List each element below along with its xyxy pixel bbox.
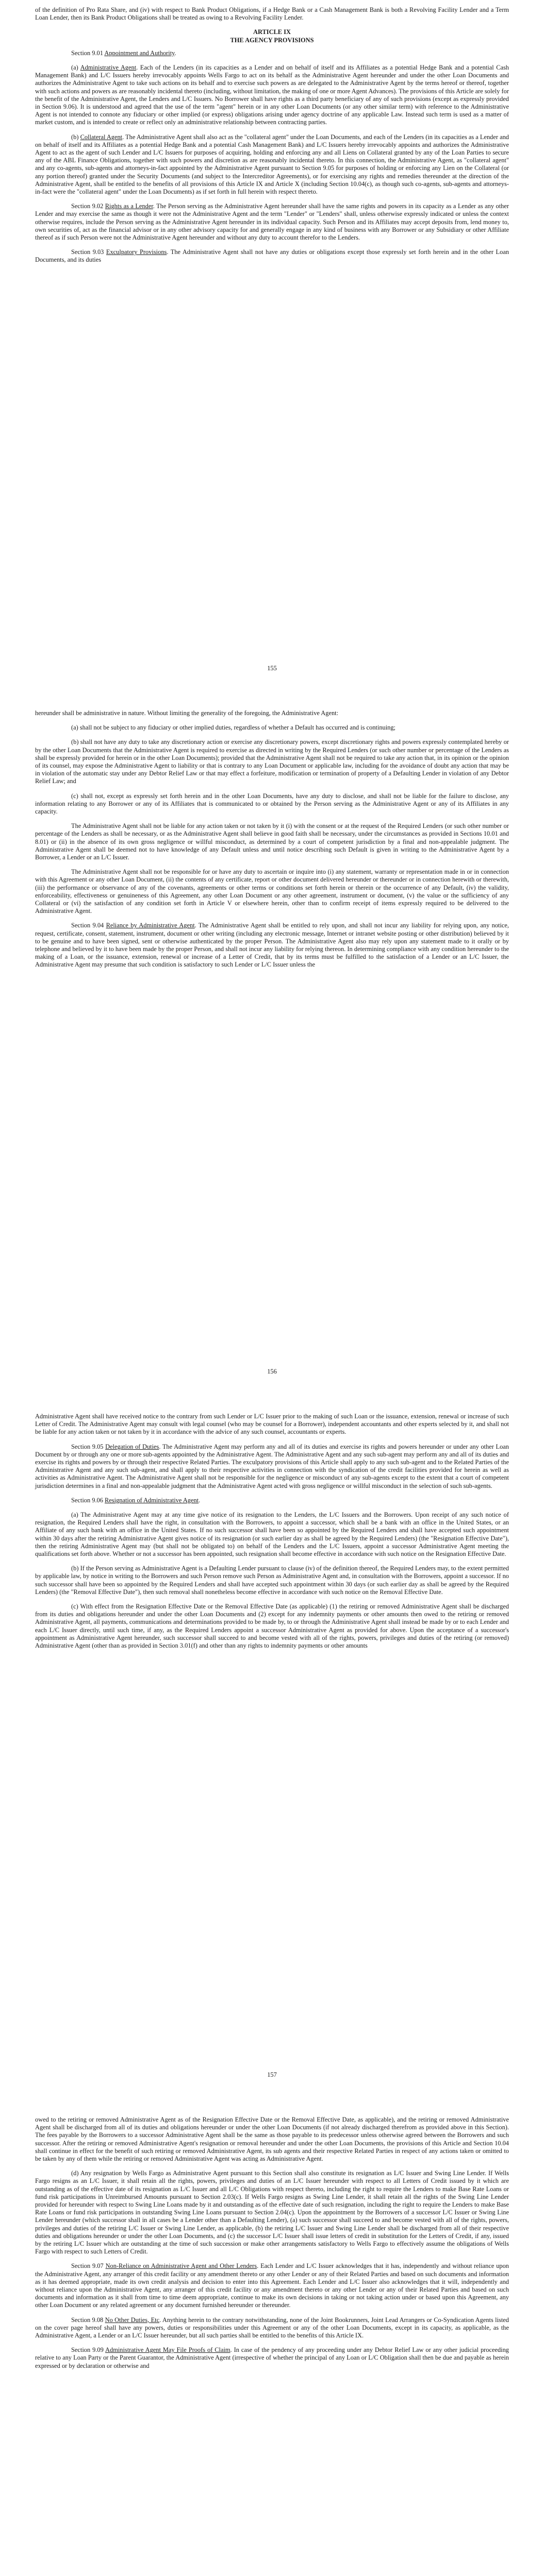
para: (c) shall not, except as expressly set forth herein and in the other Loan Documents, have any duty to disclose, and shall not be liable for the failure to disclose, any information relating to any Borrower or any of its Affiliates that is communicated to or obtained by the Person serving as the Administrative Agent or any of its Affiliates in any capacity.: [35, 792, 509, 816]
para: The Administrative Agent shall not be liable for any action taken or not taken by it (i) with the consent or at the request of the Required Lenders (or such other number or percentage of the Lenders as shall be necessary, or as the Administrative Agent shall believe in good faith shall be necessary, under the circumstances as provided in Sections 10.01 and 8.01) or (ii) in the absence of its own gross negligence or willful misconduct, as determined by a court of competent jurisdiction by a final and non-appealable judgment. The Administrative Agent shall be deemed not to have knowledge of any Default unless and until notice describing such Default is given in writing to the Administrative Agent by a Borrower, a Lender or an L/C Issuer.: [35, 822, 509, 861]
para: Section 9.08 No Other Duties, Etc. Anything herein to the contrary notwithstanding, none of the Joint Bookrunners, Joint Lead Arrangers or Co-Syndication Agents listed on the cover page hereof shall have any powers, duties or responsibilities under this Agreement or any of the other Loan Documents, except in its capacity, as applicable, as the Administrative Agent, a Lender or an L/C Issuer hereunder, but all such parties shall be entitled to the benefits of this Article IX.: [35, 2316, 509, 2340]
para: Section 9.09 Administrative Agent May File Proofs of Claim. In case of the pendency of any proceeding under any Debtor Relief Law or any other judicial proceeding relative to any Loan Party or the Parent Guarantor, the Administrative Agent (irrespective of whether the principal of any Loan or L/C Obligation shall then be due and payable as herein expressed or by declaration or otherwise and: [35, 2346, 509, 2369]
section-heading: Section 9.01 Appointment and Authority.: [71, 49, 176, 57]
page-155: [0, 0, 544, 703]
para: (d) Any resignation by Wells Fargo as Administrative Agent pursuant to this Section shall also constitute its resignation as L/C Issuer and Swing Line Lender. If Wells Fargo resigns as an L/C Issuer, it shall retain all the rights, powers, privileges and duties of an L/C Issuer hereunder with respect to all Letters of Credit issued by it which are outstanding as of the effective date of its resignation as L/C Issuer and all L/C Obligations with respect thereto, including the right to require the Lenders to make Base Rate Loans or fund risk participations in Unreimbursed Amounts pursuant to Section 2.03(c). If Wells Fargo resigns as Swing Line Lender, it shall retain all the rights of the Swing Line Lender provided for hereunder with respect to Swing Line Loans made by it and outstanding as of the effective date of such resignation, including the right to require the Lenders to make Base Rate Loans or fund risk participations in outstanding Swing Line Loans pursuant to Section 2.04(c). Upon the appointment by the Borrowers of a successor L/C Issuer or Swing Line Lender hereunder (which successor shall in all cases be a Lender other than a Defaulting Lender), (a) such successor shall succeed to and become vested with all of the rights, powers, privileges and duties of the retiring L/C Issuer or Swing Line Lender, as applicable, (b) the retiring L/C Issuer and Swing Line Lender shall be discharged from all of their respective duties and obligations hereunder or under the other Loan Documents, and (c) the successor L/C Issuer shall issue letters of credit in substitution for the Letters of Credit, if any, issued by the retiring L/C Issuer which are outstanding at the time of such succession or make other arrangements satisfactory to Wells Fargo to effectively assume the obligations of Wells Fargo with respect to such Letters of Credit.: [35, 2170, 509, 2256]
page-156: [0, 703, 544, 1406]
para: hereunder shall be administrative in nature. Without limiting the generality of the foregoing, the Administrative Agent:: [35, 709, 339, 717]
para: Section 9.05 Delegation of Duties. The Administrative Agent may perform any and all of its duties and exercise its rights and powers hereunder or under any other Loan Document by or through any one or more sub-agents appointed by the Administrative Agent. The Administrative Agent and any such sub-agent may perform any and all of its duties and exercise its rights and powers by or through their respective Related Parties. The exculpatory provisions of this Article shall apply to any such sub-agent and to the Related Parties of the Administrative Agent and any such sub-agent, and shall apply to their respective activities in connection with the syndication of the credit facilities provided for herein as well as activities as Administrative Agent. The Administrative Agent shall not be responsible for the negligence or misconduct of any sub-agents except to the extent that a court of competent jurisdiction determines in a final and non-appealable judgment that the Administrative Agent acted with gross negligence or willful misconduct in the selection of such sub-agents.: [35, 1443, 509, 1489]
para: (a) Administrative Agent. Each of the Lenders (in its capacities as a Lender and on behalf of itself and its Affiliates as a potential Hedge Bank and a potential Cash Management Bank) and L/C Issuers hereby irrevocably appoints Wells Fargo to act on its behalf as the Administrative Agent hereunder and under the other Loan Documents and authorizes the Administrative Agent to take such actions on its behalf and to exercise such powers as are delegated to the Administrative Agent by the terms hereof or thereof, together with such actions and powers as are reasonably incidental thereto (including, without limitation, the making of one or more Agent Advances). The provisions of this Article are solely for the benefit of the Administrative Agent, the Lenders and L/C Issuers. No Borrower shall have rights as a third party beneficiary of any of such provisions (except as expressly provided in Section 9.06). It is understood and agreed that the use of the term "agent" herein or in any other Loan Documents (or any other similar term) with reference to the Administrative Agent is not intended to connote any fiduciary or other implied (or express) obligations arising under agency doctrine of any applicable Law. Instead such term is used as a matter of market custom, and is intended to create or reflect only an administrative relationship between contracting parties.: [35, 64, 509, 126]
page-number: 157: [267, 2071, 277, 2078]
page-157-body: [35, 1413, 509, 1656]
para: (c) With effect from the Resignation Effective Date or the Removal Effective Date (as applicable) (1) the retiring or removed Administrative Agent shall be discharged from its duties and obligations hereunder and under the other Loan Documents and (2) except for any indemnity payments or other amounts then owed to the retiring or removed Administrative Agent, all payments, communications and determinations provided to be made by, to or through the Administrative Agent shall instead be made by or to each Lender and each L/C Issuer directly, until such time, if any, as the Required Lenders appoint a successor Administrative Agent as provided for above. Upon the acceptance of a successor's appointment as Administrative Agent hereunder, such successor shall succeed to and become vested with all of the rights, powers, privileges and duties of the retiring (or removed) Administrative Agent (other than as provided in Section 3.01(f) and other than any rights to indemnity payments or other amounts: [35, 1603, 509, 1650]
para: of the definition of Pro Rata Share, and (iv) with respect to Bank Product Obligations, if a Hedge Bank or a Cash Management Bank is both a Revolving Facility Lender and a Term Loan Lender, then its Bank Product Obligations shall be treated as owing to a Revolving Facility Lender.: [35, 6, 509, 22]
page-156-body: [35, 709, 509, 976]
page-155-body: [35, 6, 509, 271]
page-158-body: [35, 2116, 509, 2377]
para: (b) Collateral Agent. The Administrative Agent shall also act as the "collateral agent" under the Loan Documents, and each of the Lenders (in its capacities as a Lender and on behalf of itself and its Affiliates as a potential Hedge Bank and a potential Cash Management Bank) and L/C Issuers hereby irrevocably appoints and authorizes the Administrative Agent to act as the agent of such Lender and L/C Issuers for purposes of acquiring, holding and enforcing any and all Liens on Collateral granted by any of the Loan Parties to secure any of the ABL Finance Obligations, together with such powers and discretion as are reasonably incidental thereto. In this connection, the Administrative Agent, as "collateral agent" and any co-agents, sub-agents and attorneys-in-fact appointed by the Administrative Agent pursuant to Section 9.05 for purposes of holding or enforcing any Lien on the Collateral (or any portion thereof) granted under the Security Documents (and subject to the Intercreditor Agreements), or for exercising any rights and remedies thereunder at the direction of the Administrative Agent, shall be entitled to the benefits of all provisions of this Article IX and Article X (including Section 10.04(c), as though such co-agents, sub-agents and attorneys-in-fact were the "collateral agent" under the Loan Documents) as if set forth in full herein with respect thereto.: [35, 133, 509, 196]
article-subheading: THE AGENCY PROVISIONS: [230, 36, 314, 44]
para: owed to the retiring or removed Administrative Agent as of the Resignation Effective Date or the Removal Effective Date, as applicable), and the retiring or removed Administrative Agent shall be discharged from all of its duties and obligations hereunder or under the other Loan Documents (if not already discharged therefrom as provided above in this Section). The fees payable by the Borrowers to a successor Administrative Agent shall be the same as those payable to its predecessor unless otherwise agreed between the Borrowers and such successor. After the retiring or removed Administrative Agent's resignation or removal hereunder and under the other Loan Documents, the provisions of this Article and Section 10.04 shall continue in effect for the benefit of such retiring or removed Administrative Agent, its sub agents and their respective Related Parties in respect of any actions taken or omitted to be taken by any of them while the retiring or removed Administrative Agent was acting as Administrative Agent.: [35, 2116, 509, 2163]
para: Administrative Agent shall have received notice to the contrary from such Lender or L/C Issuer prior to the making of such Loan or the issuance, extension, renewal or increase of such Letter of Credit. The Administrative Agent may consult with legal counsel (who may be counsel for a Borrower), independent accountants and other experts selected by it, and shall not be liable for any action taken or not taken by it in accordance with the advice of any such counsel, accountants or experts.: [35, 1413, 509, 1436]
para: Section 9.04 Reliance by Administrative Agent. The Administrative Agent shall be entitled to rely upon, and shall not incur any liability for relying upon, any notice, request, certificate, consent, statement, instrument, document or other writing (including any electronic message, Internet or intranet website posting or other distribution) believed by it to be genuine and to have been signed, sent or otherwise authenticated by the proper Person. The Administrative Agent also may rely upon any statement made to it orally or by telephone and believed by it to have been made by the proper Person, and shall not incur any liability for relying thereon. In determining compliance with any condition hereunder to the making of a Loan, or the issuance, extension, renewal or increase of a Letter of Credit, that by its terms must be fulfilled to the satisfaction of a Lender or an L/C Issuer, the Administrative Agent may presume that such condition is satisfactory to such Lender or L/C Issuer unless the: [35, 922, 509, 969]
para: Section 9.02 Rights as a Lender. The Person serving as the Administrative Agent hereunder shall have the same rights and powers in its capacity as a Lender as any other Lender and may exercise the same as though it were not the Administrative Agent and the term "Lender" or "Lenders" shall, unless otherwise expressly indicated or unless the context otherwise requires, include the Person serving as the Administrative Agent hereunder in its individual capacity. Such Person and its Affiliates may accept deposits from, lend money to, own securities of, act as the financial advisor or in any other advisory capacity for and generally engage in any kind of business with any Borrower or any Subsidiary or other Affiliate thereof as if such Person were not the Administrative Agent hereunder and without any duty to account therefor to the Lenders.: [35, 202, 509, 242]
page-157: [0, 1406, 544, 2110]
para: (b) shall not have any duty to take any discretionary action or exercise any discretionary powers, except discretionary rights and powers expressly contemplated hereby or by the other Loan Documents that the Administrative Agent is required to exercise as directed in writing by the Required Lenders (or such other number or percentage of the Lenders as shall be expressly provided for herein or in the other Loan Documents); provided that the Administrative Agent shall not be required to take any action that, in its opinion or the opinion of its counsel, may expose the Administrative Agent to liability or that is contrary to any Loan Document or applicable law, including for the avoidance of doubt any action that may be in violation of the automatic stay under any Debtor Relief Law or that may effect a forfeiture, modification or termination of property of a Defaulting Lender in violation of any Debtor Relief Law; and: [35, 738, 509, 785]
para: Section 9.03 Exculpatory Provisions. The Administrative Agent shall not have any duties or obligations except those expressly set forth herein and in the other Loan Documents, and its duties: [35, 248, 509, 264]
section-heading: Section 9.06 Resignation of Administrative Agent.: [71, 1496, 201, 1504]
article-heading: ARTICLE IX: [253, 28, 291, 36]
para: (a) shall not be subject to any fiduciary or other implied duties, regardless of whether a Default has occurred and is continuing;: [71, 724, 395, 732]
page-number: 156: [267, 1368, 277, 1375]
page-158: [0, 2110, 544, 2576]
page-number: 155: [267, 665, 277, 672]
para: The Administrative Agent shall not be responsible for or have any duty to ascertain or inquire into (i) any statement, warranty or representation made in or in connection with this Agreement or any other Loan Document, (ii) the contents of any certificate, report or other document delivered hereunder or thereunder or in connection herewith or therewith, (iii) the performance or observance of any of the covenants, agreements or other terms or conditions set forth herein or therein or the occurrence of any Default, (iv) the validity, enforceability, effectiveness or genuineness of this Agreement, any other Loan Document or any other agreement, instrument or document, (v) the value or the sufficiency of any Collateral or (vi) the satisfaction of any condition set forth in Article V or elsewhere herein, other than to confirm receipt of items expressly required to be delivered to the Administrative Agent.: [35, 868, 509, 915]
para: Section 9.07 Non-Reliance on Administrative Agent and Other Lenders. Each Lender and L/C Issuer acknowledges that it has, independently and without reliance upon the Administrative Agent, any arranger of this credit facility or any amendment thereto or any other Lender or any of their Related Parties and based on such documents and information as it has deemed appropriate, made its own credit analysis and decision to enter into this Agreement. Each Lender and L/C Issuer also acknowledges that it will, independently and without reliance upon the Administrative Agent, any arranger of this credit facility or any amendment thereto or any other Lender or any of their Related Parties and based on such documents and information as it shall from time to time deem appropriate, continue to make its own decisions in taking or not taking action under or based upon this Agreement, any other Loan Document or any related agreement or any document furnished hereunder or thereunder.: [35, 2262, 509, 2309]
para: (b) If the Person serving as Administrative Agent is a Defaulting Lender pursuant to clause (iv) of the definition thereof, the Required Lenders may, to the extent permitted by applicable law, by notice in writing to the Borrowers and such Person remove such Person as Administrative Agent and, in consultation with the Borrowers, appoint a successor. If no such successor shall have been so appointed by the Required Lenders and shall have accepted such appointment within 30 days (or such earlier day as shall be agreed by the Required Lenders) (the "Removal Effective Date"), then such removal shall nonetheless become effective in accordance with such notice on the Removal Effective Date.: [35, 1565, 509, 1596]
para: (a) The Administrative Agent may at any time give notice of its resignation to the Lenders, the L/C Issuers and the Borrowers. Upon receipt of any such notice of resignation, the Required Lenders shall have the right, in consultation with the Borrowers, to appoint a successor, which shall be a bank with an office in the United States, or an Affiliate of any such bank with an office in the United States. If no such successor shall have been so appointed by the Required Lenders and shall have accepted such appointment within 30 days after the retiring Administrative Agent gives notice of its resignation (or such earlier day as shall be agreed by the Required Lenders) (the "Resignation Effective Date"), then the retiring Administrative Agent may (but shall not be obligated to) on behalf of the Lenders and the L/C Issuers, appoint a successor Administrative Agent meeting the qualifications set forth above. Whether or not a successor has been appointed, such resignation shall become effective in accordance with such notice on the Resignation Effective Date.: [35, 1511, 509, 1558]
